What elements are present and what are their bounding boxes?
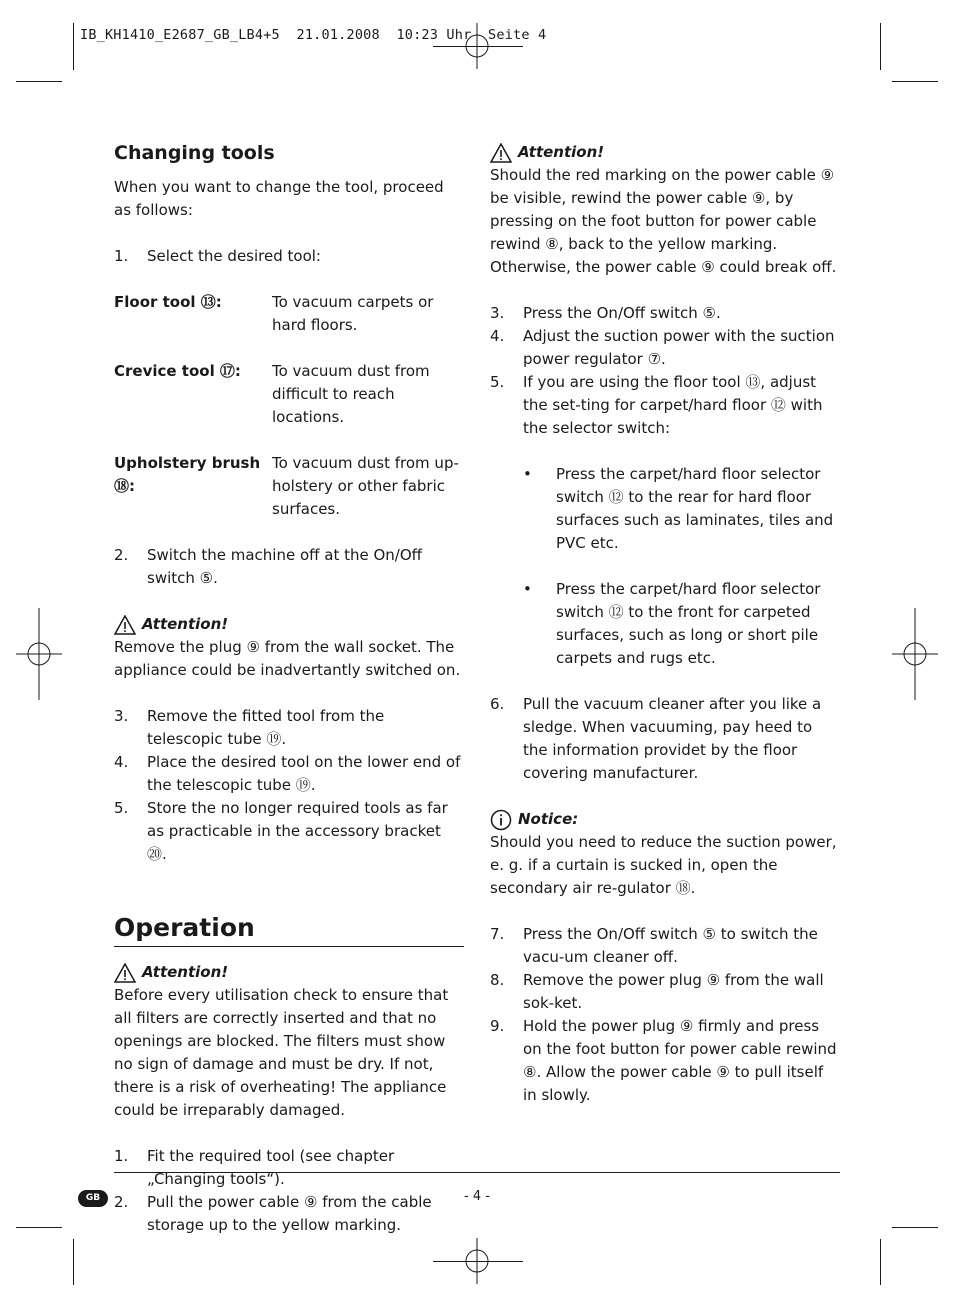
warning-icon <box>114 615 136 635</box>
section-title-operation: Operation <box>114 912 464 947</box>
notice-text: Should you need to reduce the suction power, e. g. if a curtain is sucked in, open the secondary air re-gulator ⑱. <box>490 833 837 897</box>
attention-heading: Attention! <box>114 961 464 984</box>
list-item: 1. Fit the required tool (see chapter „Changing tools“). <box>114 1147 395 1188</box>
bullet-item: • Press the carpet/hard floor selector switch ⑫ to the front for carpeted surfaces, such as long or short pile carpets and rugs etc. <box>523 580 821 667</box>
page-number: - 4 - <box>464 1189 490 1204</box>
tool-upholstery: Upholstery brush ⑱: To vacuum dust from up-holstery or other fabric surfaces. <box>114 454 459 518</box>
notice-heading: Notice: <box>490 808 840 831</box>
list-item: 4. Adjust the suction power with the suction power regulator ⑦. <box>490 327 835 368</box>
list-item: 2. Switch the machine off at the On/Off switch ⑤. <box>114 546 422 587</box>
list-item: 7. Press the On/Off switch ⑤ to switch the vacu-um cleaner off. <box>490 925 818 966</box>
right-column <box>490 141 840 1107</box>
attention-text: Should the red marking on the power cable ⑨ be visible, rewind the power cable ⑨, by pressing on the foot button for power cable rewind ⑧, back to the yellow marking. Otherwise, the power cable ⑨ could break off. <box>490 166 837 276</box>
list-item: 3. Remove the fitted tool from the telescopic tube ⑲. <box>114 707 385 748</box>
info-icon <box>490 809 512 831</box>
warning-icon <box>490 143 512 163</box>
list-item: 9. Hold the power plug ⑨ firmly and press on the foot button for power cable rewind ⑧. Allow the power cable ⑨ to pull itself in slowly. <box>490 1017 837 1104</box>
left-column <box>114 141 464 1237</box>
tool-floor: Floor tool ⑬: To vacuum carpets or hard floors. <box>114 293 434 334</box>
list-item: 6. Pull the vacuum cleaner after you like a sledge. When vacuuming, pay heed to the information providet by the floor covering manufacturer. <box>490 695 822 782</box>
section-title-changing-tools: Changing tools <box>114 142 275 164</box>
attention-text: Remove the plug ⑨ from the wall socket. The appliance could be inadvertantly switched on. <box>114 638 461 679</box>
print-slug: IB_KH1410_E2687_GB_LB4+5 21.01.2008 10:23 Uhr Seite 4 <box>80 27 547 43</box>
list-item: 4. Place the desired tool on the lower end of the telescopic tube ⑲. <box>114 753 461 794</box>
attention-text: Before every utilisation check to ensure that all filters are correctly inserted and that no openings are blocked. The filters must show no sign of damage and must be dry. If not, there is a risk of overheating! The appliance could be irreparably damaged. <box>114 986 449 1119</box>
language-badge: GB <box>78 1190 108 1207</box>
bullet-item: • Press the carpet/hard floor selector switch ⑫ to the rear for hard floor surfaces such as laminates, tiles and PVC etc. <box>523 465 834 552</box>
list-item: 2. Pull the power cable ⑨ from the cable storage up to the yellow marking. <box>114 1193 432 1234</box>
list-item: 5. Store the no longer required tools as far as practicable in the accessory bracket ⑳. <box>114 799 448 863</box>
list-item: 5. If you are using the floor tool ⑬, adjust the set-ting for carpet/hard floor ⑫ with the selector switch: <box>490 373 823 437</box>
list-item: 8. Remove the power plug ⑨ from the wall sok-ket. <box>490 971 824 1012</box>
intro-text: When you want to change the tool, proceed as follows: <box>114 178 444 219</box>
list-item: 1. Select the desired tool: <box>114 247 321 265</box>
warning-icon <box>114 963 136 983</box>
tool-crevice: Crevice tool ⑰: To vacuum dust from difficult to reach locations. <box>114 362 430 426</box>
list-item: 3. Press the On/Off switch ⑤. <box>490 304 721 322</box>
attention-heading: Attention! <box>490 141 840 164</box>
attention-heading: Attention! <box>114 613 464 636</box>
